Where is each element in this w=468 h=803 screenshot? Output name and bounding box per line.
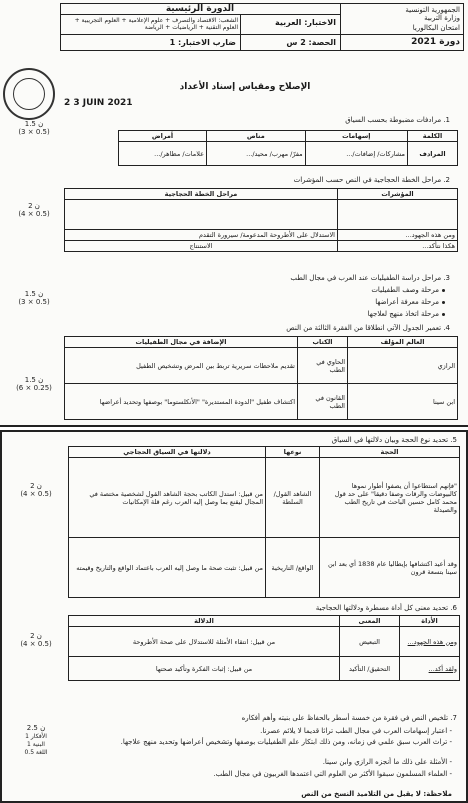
coefficient-label: ضارب الاختبار: 1: [169, 38, 236, 47]
q1-header-3: أمراض: [119, 131, 207, 142]
q5-argument-1: "فإنهم استطاعوا أن يصفوا أطوار نموها كالبيوضات والرقات وصفا دقيقا" على حد قول محمد كامل حسين الباحث في تاريخ الطب والصيدلة: [320, 458, 460, 538]
q1-label: 1. مرادفات مضبوطة بحسب السياق: [345, 116, 450, 124]
q4-header-book: الكتاب: [298, 337, 348, 348]
q6-tool-2: ولقد أكد...: [400, 657, 460, 681]
q4-header-scholar: العالم المؤلف: [348, 337, 458, 348]
q6-header-significance: الدلالة: [69, 616, 340, 627]
q4-score: 1.5 ن (6 × 0.25): [16, 376, 52, 392]
q7-item-3: - الأمثلة على ذلك ما أنجزه الرازي وابن سينا.: [322, 758, 452, 766]
q2-score: 2 ن (4 × 0.5): [18, 202, 50, 218]
q3-item-1: مرحلة وصف الطفيليات: [200, 286, 445, 294]
q3-item-2: مرحلة معرفة أعراضها: [200, 298, 445, 306]
q4-table: [64, 336, 458, 420]
q7-score: 2.5 ن 1 الأفكار 1 البنية 0.5 اللغة: [24, 724, 48, 756]
q2-label: 2. مراحل الخطة الحجاجية في النص حسب المؤشرات: [293, 176, 450, 184]
q7-item-1: - اعتبار إسهامات العرب في مجال الطب تراثا قديما لا يلائم عصرنا.: [260, 727, 452, 735]
q7-label: 7. تلخيص النص في فقرة من خمسة أسطر بالحفاظ على بنيته وأهم أفكاره: [241, 714, 457, 722]
subject-label: الاختبار: العربية: [275, 18, 336, 27]
exam-name-label: امتحان البكالوريا: [412, 24, 460, 32]
q1-header-1: إسهامات: [305, 131, 407, 142]
header-divider-low: [60, 34, 464, 35]
q2-stage-2: الاستنتاج: [65, 241, 338, 252]
q4-scholar-1: الرازي: [348, 348, 458, 384]
page-title: الإصلاح ومقياس إسناد الأعداد: [179, 82, 311, 92]
q5-header-meaning: دلالتها في السياق الحجاجي: [69, 447, 266, 458]
header-divider-subject: [240, 14, 241, 51]
q1-table: [118, 130, 458, 166]
q5-type-2: الواقع/ التاريخية: [266, 538, 320, 598]
q4-contribution-1: تقديم ملاحظات سريرية تربط بين المرض وتشخيص الطفيل: [65, 348, 298, 384]
q1-cell-3: علامات/ مظاهر/...: [119, 142, 207, 166]
q6-header-meaning: المعنى: [340, 616, 400, 627]
session-type-label: الدورة الرئيسية: [165, 4, 235, 14]
q2-indicator-1: ومن هذه الجهود...: [338, 230, 458, 241]
q2-stage-1: الاستدلال على الأطروحة المدعومة/ سيرورة التقدم: [65, 230, 338, 241]
q1-cell-2: مفرّ/ مهرب/ محيد/...: [206, 142, 305, 166]
q5-type-1: الشاهد القول/ السلطة: [266, 458, 320, 538]
session-year-label: دورة 2021: [411, 37, 460, 47]
official-stamp: [3, 68, 55, 120]
q5-label: 5. تحديد نوع الحجة وبيان دلالتها في السياق: [331, 436, 457, 444]
q6-meaning-2: التحقيق/ التأكيد: [340, 657, 400, 681]
duration-label: الحصة: 2 س: [286, 38, 336, 47]
q1-header-word: الكلمة: [408, 131, 458, 142]
q7-item-4: - العلماء المسلمون سبقوا الأكثر من العلوم التي اعتمدها الغربيون في مجال الطب.: [213, 770, 452, 778]
q4-book-1: الحاوي في الطب: [298, 348, 348, 384]
q6-significance-2: من قبيل: إثبات الفكرة وتأكيد صحتها: [69, 657, 340, 681]
q6-label: 6. تحديد معنى كل أداة مسطرة ودلالتها الحجاجية: [315, 604, 457, 612]
sections-label: الشعب: الاقتصاد والتصرف + علوم الإعلامية + العلوم التجريبية + العلوم التقنية + الرياضيات + الرياضة: [74, 17, 238, 31]
q6-meaning-1: التبعيض: [340, 627, 400, 657]
q4-scholar-2: ابن سينا: [348, 384, 458, 420]
republic-label: الجمهورية التونسية: [405, 6, 460, 14]
q4-label: 4. تعمير الجدول الآتي انطلاقا من الفقرة الثالثة من النص: [286, 324, 450, 332]
q1-row-label: المرادف: [408, 142, 458, 166]
date-stamp: 2 3 JUIN 2021: [64, 98, 133, 108]
answer-key-page-2: [0, 430, 468, 803]
q7-note: ملاحظة: لا يقبل من التلاميذ النسخ من النص: [301, 790, 452, 798]
ministry-label: وزارة التربية: [424, 14, 460, 22]
q6-score: 2 ن (4 × 0.5): [20, 632, 52, 648]
q4-book-2: القانون في الطب: [298, 384, 348, 420]
q2-header-indicators: المؤشرات: [338, 189, 458, 200]
q4-header-contribution: الإضافة في مجال الطفيليات: [65, 337, 298, 348]
q5-meaning-1: من قبيل: استدل الكاتب بحجة الشاهد القول لشخصية مختصة في المجال ليقنع بما وصل إليه العرب رغم قلة الإمكانيات: [69, 458, 266, 538]
q1-header-2: مناص: [206, 131, 305, 142]
q1-score: 1.5 ن (3 × 0.5): [18, 120, 50, 136]
q5-score: 2 ن (4 × 0.5): [20, 482, 52, 498]
q3-item-3: مرحلة اتخاذ منهج لعلاجها: [200, 310, 445, 318]
header-divider-right: [340, 3, 341, 51]
q2-table: [64, 188, 458, 252]
q6-tool-1: ومن هذه الجهود...: [400, 627, 460, 657]
q7-item-2: - تراث العرب سبق علمي في زمانه، ومن ذلك ابتكار علم الطفيليات بوصفها وتشخيص أعراضها وتحديد منهج علاجها.: [120, 738, 452, 746]
header-divider-mid: [60, 14, 340, 15]
q3-score: 1.5 ن (3 × 0.5): [18, 290, 50, 306]
q1-cell-1: مشاركات/ إضافات/...: [305, 142, 407, 166]
q2-indicator-2: هكذا نتأكد...: [338, 241, 458, 252]
q6-significance-1: من قبيل: انتقاء الأمثلة للاستدلال على صحة الأطروحة: [69, 627, 340, 657]
q5-table: [68, 446, 460, 598]
q5-meaning-2: من قبيل: تثبت صحة ما وصل إليه العرب باعتماد الواقع والتاريخ وقيمته: [69, 538, 266, 598]
q5-argument-2: وقد أعيد اكتشافها بإيطاليا عام 1838 أي بعد ابن سينا بتسعة قرون: [320, 538, 460, 598]
q6-header-tool: الأداة: [400, 616, 460, 627]
q5-header-type: نوعها: [266, 447, 320, 458]
q4-contribution-2: اكتشاف طفيل "الدودة المستديرة" "الأنكلستوما" بوصفها وتحديد أعراضها: [65, 384, 298, 420]
q6-table: [68, 615, 460, 681]
q5-header-argument: الحجة: [320, 447, 460, 458]
q2-header-stages: مراحل الخطة الحجاجية: [65, 189, 338, 200]
q3-label: 3. مراحل دراسة الطفيليات عند العرب في مجال الطب: [290, 274, 450, 282]
